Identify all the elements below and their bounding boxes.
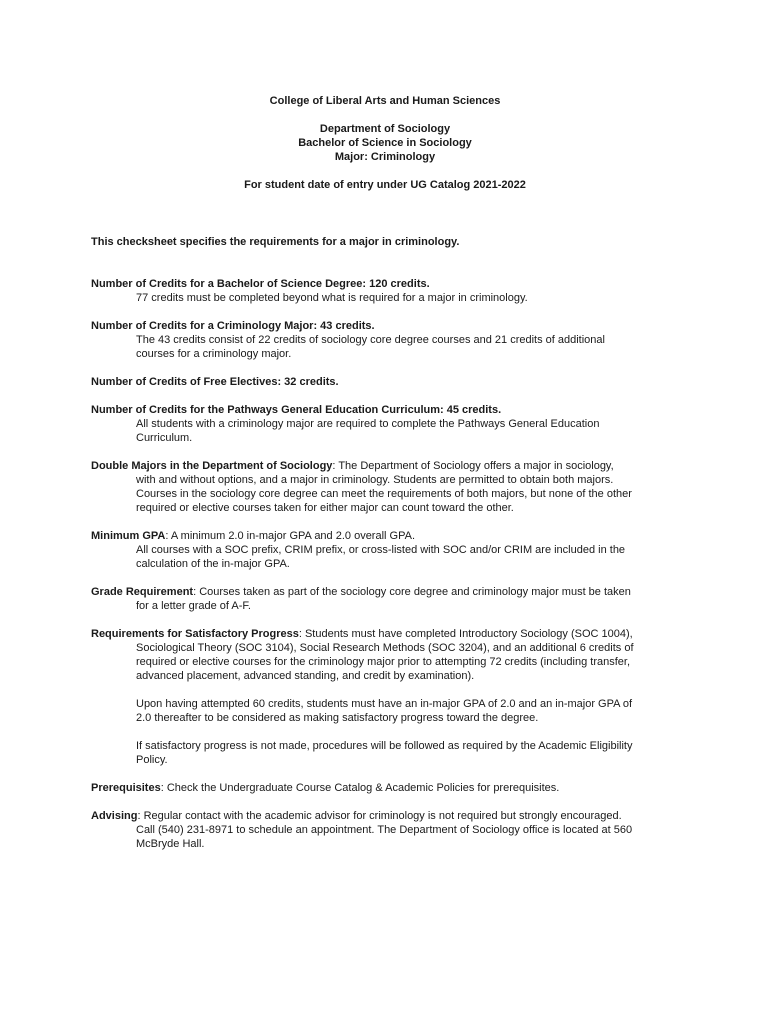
intro-statement: This checksheet specifies the requirements for a major in criminology. (91, 236, 460, 248)
section-pathways (91, 403, 691, 445)
section-bs-credits (91, 277, 691, 305)
section-heading: Number of Credits for a Bachelor of Science Degree: 120 credits. (91, 278, 430, 290)
section-grade-requirement (91, 585, 691, 613)
section-text: : Check the Undergraduate Course Catalog & Academic Policies for prerequisites. (160, 782, 560, 794)
section-body-line: courses for a criminology major. (136, 348, 292, 360)
section-body-line: required or elective courses taken for either major can count toward the other. (136, 502, 514, 514)
section-heading: Double Majors in the Department of Sociology (91, 460, 333, 472)
catalog-block (0, 178, 770, 192)
section-heading: Minimum GPA (91, 530, 166, 542)
section-first-line (91, 585, 691, 599)
section-body-line: Upon having attempted 60 credits, students must have an in-major GPA of 2.0 and an in-major GPA of (136, 698, 633, 710)
college-name: College of Liberal Arts and Human Sciences (269, 95, 501, 107)
section-heading: Prerequisites (91, 782, 161, 794)
section-prerequisites (91, 781, 691, 795)
section-satisfactory-progress (91, 627, 691, 767)
section-heading: Number of Credits for the Pathways General Education Curriculum: 45 credits. (91, 404, 502, 416)
section-free-electives (91, 375, 691, 389)
section-text: : Regular contact with the academic advisor for criminology is not required but strongly encouraged. (137, 810, 622, 822)
section-body-line: with and without options, and a major in criminology. Students are permitted to obtain both majors. (136, 474, 614, 486)
section-body-line: Curriculum. (136, 432, 193, 444)
section-body-line: Policy. (136, 754, 168, 766)
section-minimum-gpa (91, 529, 691, 571)
section-body-line: Courses in the sociology core degree can meet the requirements of both majors, but none of the other (136, 488, 632, 500)
degree-name: Bachelor of Science in Sociology (298, 137, 472, 149)
section-advising (91, 809, 691, 851)
section-first-line (91, 809, 691, 823)
section-first-line (91, 627, 691, 641)
section-first-line (91, 459, 691, 473)
section-body-line: calculation of the in-major GPA. (136, 558, 290, 570)
section-body-line: McBryde Hall. (136, 838, 205, 850)
section-body-line: for a letter grade of A-F. (136, 600, 251, 612)
section-heading: Number of Credits of Free Electives: 32 credits. (91, 376, 339, 388)
section-heading: Advising (91, 810, 138, 822)
section-body-line: All courses with a SOC prefix, CRIM prefix, or cross-listed with SOC and/or CRIM are included in the (136, 544, 626, 556)
section-text: : Courses taken as part of the sociology core degree and criminology major must be taken (193, 586, 631, 598)
paragraph-gap (91, 683, 691, 697)
requirements-list (91, 277, 691, 865)
section-body-line: The 43 credits consist of 22 credits of sociology core degree courses and 21 credits of additional (136, 334, 605, 346)
section-heading: Number of Credits for a Criminology Major: 43 credits. (91, 320, 375, 332)
section-body-line: If satisfactory progress is not made, procedures will be followed as required by the Academic Eligibility (136, 740, 633, 752)
section-body-line: All students with a criminology major are required to complete the Pathways General Education (136, 418, 600, 430)
section-body-line: Sociological Theory (SOC 3104), Social Research Methods (SOC 3204), and an additional 6 credits of (136, 642, 634, 654)
section-text: : The Department of Sociology offers a major in sociology, (332, 460, 614, 472)
section-body-line: required or elective courses for the criminology major prior to attempting 72 credits (including transfer, (136, 656, 631, 668)
section-first-line (91, 529, 691, 543)
paragraph-gap (91, 725, 691, 739)
section-body-line: 2.0 thereafter to be considered as making satisfactory progress toward the degree. (136, 712, 539, 724)
section-text: : Students must have completed Introductory Sociology (SOC 1004), (298, 628, 633, 640)
major-name: Major: Criminology (334, 151, 436, 163)
section-double-majors (91, 459, 691, 515)
section-first-line (91, 781, 691, 795)
section-body-line: advanced placement, advanced standing, and credit by examination). (136, 670, 475, 682)
section-body: 77 credits must be completed beyond what is required for a major in criminology. (136, 292, 528, 304)
section-text: : A minimum 2.0 in-major GPA and 2.0 overall GPA. (165, 530, 416, 542)
catalog-line: For student date of entry under UG Catalog 2021-2022 (244, 179, 526, 191)
section-body-line: Call (540) 231-8971 to schedule an appointment. The Department of Sociology office is located at 560 (136, 824, 633, 836)
document-header (0, 94, 770, 108)
section-heading: Grade Requirement (91, 586, 194, 598)
program-block (0, 122, 770, 164)
department-name: Department of Sociology (319, 123, 451, 135)
section-major-credits (91, 319, 691, 361)
section-heading: Requirements for Satisfactory Progress (91, 628, 299, 640)
